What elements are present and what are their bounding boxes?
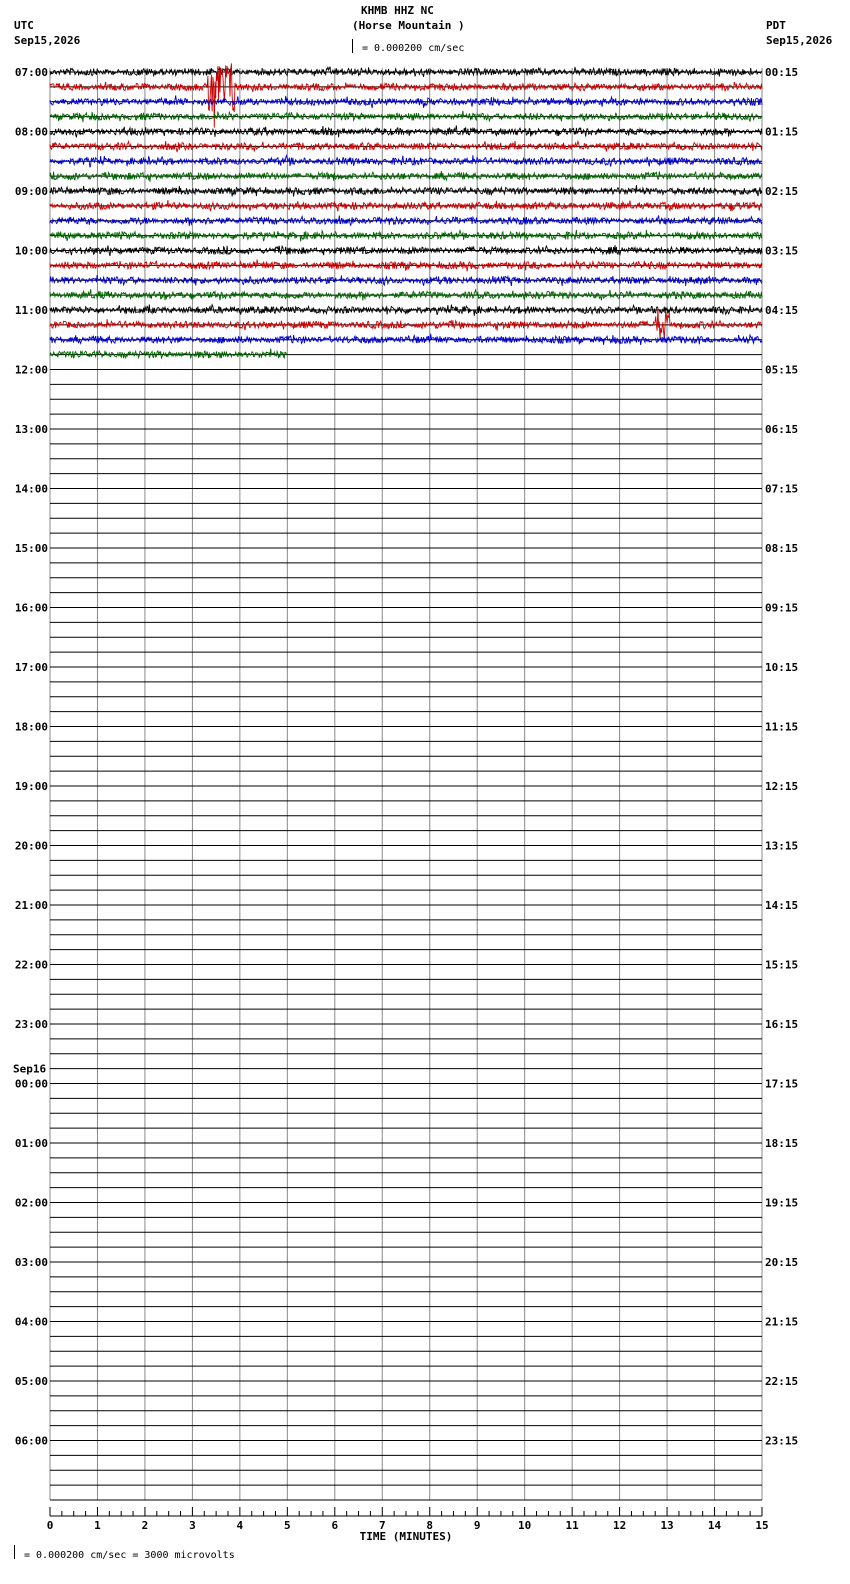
pdt-hour-label: 20:15 (765, 1256, 799, 1269)
utc-hour-label: 10:00 (14, 244, 48, 258)
seismic-trace (50, 67, 762, 77)
utc-hour-label: 11:00 (14, 304, 48, 317)
utc-hour-label: 23:00 (14, 1018, 48, 1031)
x-tick-label: 10 (518, 1519, 532, 1532)
utc-hour-label: 00:00 (14, 1077, 48, 1091)
pdt-hour-label: 06:15 (765, 423, 799, 436)
pdt-hour-label: 15:15 (765, 958, 799, 972)
utc-hour-label: 21:00 (14, 899, 48, 912)
station-title: KHMB HHZ NC (361, 4, 434, 17)
pdt-hour-label: 13:15 (765, 839, 799, 853)
utc-label: UTC (14, 19, 34, 32)
x-tick-label: 15 (755, 1519, 769, 1532)
pdt-hour-label: 02:15 (765, 185, 799, 198)
pdt-date: Sep15,2026 (766, 34, 833, 47)
pdt-hour-label: 11:15 (765, 720, 799, 734)
scale-label: = 0.000200 cm/sec (362, 43, 465, 54)
x-tick-label: 2 (141, 1519, 149, 1532)
pdt-hour-label: 22:15 (765, 1375, 799, 1388)
seismic-trace (50, 155, 762, 167)
footer-scale-bar-icon (14, 1545, 15, 1559)
pdt-hour-label: 05:15 (765, 363, 799, 377)
x-tick-label: 7 (378, 1519, 386, 1532)
pdt-hour-label: 03:15 (765, 244, 799, 258)
pdt-hour-label: 23:15 (765, 1434, 799, 1448)
utc-hour-label: 14:00 (14, 482, 48, 496)
utc-hour-label: 01:00 (14, 1137, 48, 1150)
pdt-hour-label: 09:15 (765, 601, 799, 615)
pdt-hour-label: 18:15 (765, 1137, 799, 1150)
x-tick-label: 12 (612, 1519, 627, 1532)
utc-hour-label: 13:00 (14, 423, 48, 436)
pdt-hour-label: 08:15 (765, 542, 799, 555)
utc-hour-label: 06:00 (14, 1434, 48, 1448)
utc-hour-label: 17:00 (14, 661, 48, 674)
utc-hour-label: 15:00 (14, 542, 48, 555)
x-tick-label: 11 (565, 1519, 579, 1532)
station-location: (Horse Mountain ) (352, 19, 465, 32)
utc-hour-label: 08:00 (14, 125, 48, 139)
pdt-hour-label: 04:15 (765, 304, 799, 317)
scale-bar-icon (352, 39, 353, 53)
pdt-label: PDT (766, 19, 786, 32)
x-axis-title: TIME (MINUTES) (359, 1530, 453, 1543)
pdt-hour-label: 21:15 (765, 1315, 799, 1329)
utc-hour-label: 20:00 (14, 839, 48, 853)
x-tick-label: 3 (189, 1519, 196, 1532)
pdt-hour-label: 14:15 (765, 899, 799, 912)
utc-hour-label: 04:00 (14, 1315, 48, 1329)
pdt-hour-label: 19:15 (765, 1196, 799, 1210)
x-tick-label: 9 (473, 1519, 481, 1532)
utc-hour-label: 18:00 (14, 720, 48, 734)
x-tick-label: 13 (660, 1519, 674, 1532)
utc-hour-label: 22:00 (14, 958, 48, 972)
seismic-trace (50, 230, 762, 242)
x-tick-label: 0 (46, 1519, 54, 1532)
pdt-hour-label: 10:15 (765, 661, 799, 674)
pdt-hour-label: 16:15 (765, 1018, 799, 1031)
footer-scale-note: = 0.000200 cm/sec = 3000 microvolts (24, 1550, 235, 1561)
utc-hour-label: 16:00 (14, 601, 48, 615)
utc-date: Sep15,2026 (14, 34, 81, 47)
utc-hour-label: 12:00 (14, 363, 48, 377)
seismic-trace (50, 349, 287, 359)
utc-hour-label: 19:00 (14, 780, 48, 793)
pdt-hour-label: 12:15 (765, 780, 799, 793)
utc-hour-label: 07:00 (14, 66, 48, 79)
pdt-hour-label: 17:15 (765, 1077, 799, 1091)
utc-hour-label: 09:00 (14, 185, 48, 198)
pdt-hour-label: 07:15 (765, 482, 799, 496)
pdt-hour-label: 01:15 (765, 125, 799, 139)
utc-hour-label: 02:00 (14, 1196, 48, 1210)
utc-hour-label: 03:00 (14, 1256, 48, 1269)
seismic-trace (50, 126, 762, 138)
x-tick-label: 14 (707, 1519, 722, 1532)
x-tick-label: 6 (331, 1519, 339, 1532)
date-change-label: Sep16 (13, 1062, 47, 1076)
pdt-hour-label: 00:15 (765, 66, 799, 79)
x-tick-label: 5 (284, 1519, 291, 1532)
x-tick-label: 1 (94, 1519, 101, 1532)
x-tick-label: 8 (426, 1519, 434, 1532)
x-tick-label: 4 (236, 1519, 244, 1532)
utc-hour-label: 05:00 (14, 1375, 48, 1388)
